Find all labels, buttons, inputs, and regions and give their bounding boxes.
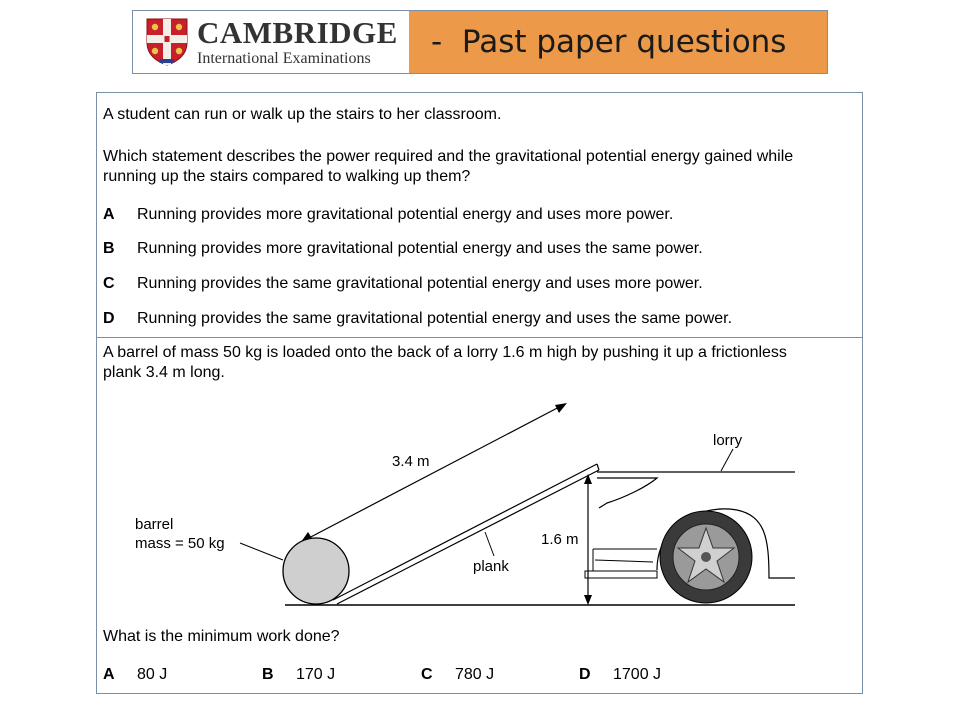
barrel-mass-label: mass = 50 kg (135, 535, 225, 552)
barrel-leader (240, 543, 283, 560)
lorry-label: lorry (713, 432, 743, 449)
option-d-text[interactable]: Running provides the same gravitational potential energy and uses the same power. (137, 310, 733, 327)
option-a-text[interactable]: 80 J (137, 666, 168, 683)
option-d-text[interactable]: 1700 J (613, 666, 662, 683)
length-label: 3.4 m (392, 453, 430, 470)
ramp-diagram (97, 338, 862, 638)
barrel-label: barrel (135, 516, 174, 533)
option-b-text[interactable]: Running provides more gravitational potential energy and uses the same power. (137, 240, 703, 257)
plank-end (597, 464, 599, 470)
question-2-stem-line-1: A barrel of mass 50 kg is loaded onto the back of a lorry 1.6 m high by pushing it up a frictionless (103, 344, 787, 361)
question-2-stem-line-2: plank 3.4 m long. (103, 364, 225, 381)
option-c-text[interactable]: 780 J (455, 666, 495, 683)
option-a-text[interactable]: Running provides more gravitational potential energy and uses more power. (137, 206, 674, 223)
lorry-leader (721, 449, 733, 471)
question-1-prompt-line-1: Which statement describes the power required and the gravitational potential energy gained while (103, 148, 794, 165)
title-area (409, 11, 827, 73)
question-2-prompt: What is the minimum work done? (103, 628, 340, 645)
plank-label: plank (473, 558, 509, 575)
height-label: 1.6 m (541, 531, 579, 548)
cambridge-shield-icon (145, 17, 189, 67)
lorry-bumper (585, 571, 657, 578)
question-1-stem: A student can run or walk up the stairs to her classroom. (103, 106, 502, 123)
lorry-body (597, 472, 795, 508)
option-letter: B (262, 666, 274, 683)
option-letter: D (103, 310, 115, 327)
height-arrow-head-top (584, 474, 592, 484)
option-letter: C (103, 275, 115, 292)
brand-subtitle: International Examinations (197, 50, 371, 67)
length-arrow (305, 405, 563, 540)
header-banner (132, 10, 828, 74)
option-letter: A (103, 206, 115, 223)
length-arrow-head-top (555, 403, 567, 413)
barrel (283, 538, 349, 604)
brand-name: CAMBRIDGE (197, 15, 398, 50)
page-title: - Past paper questions (431, 24, 787, 60)
option-letter: C (421, 666, 433, 683)
option-letter: D (579, 666, 591, 683)
question-1-prompt-line-2: running up the stairs compared to walking up them? (103, 168, 471, 185)
option-b-text[interactable]: 170 J (296, 666, 336, 683)
option-letter: B (103, 240, 115, 257)
option-c-text[interactable]: Running provides the same gravitational potential energy and uses more power. (137, 275, 703, 292)
question-1-box (96, 92, 863, 338)
height-arrow-head-bottom (584, 595, 592, 605)
plank-leader (485, 532, 494, 556)
option-letter: A (103, 666, 115, 683)
question-2-box (96, 337, 863, 694)
brand-area (133, 11, 409, 73)
